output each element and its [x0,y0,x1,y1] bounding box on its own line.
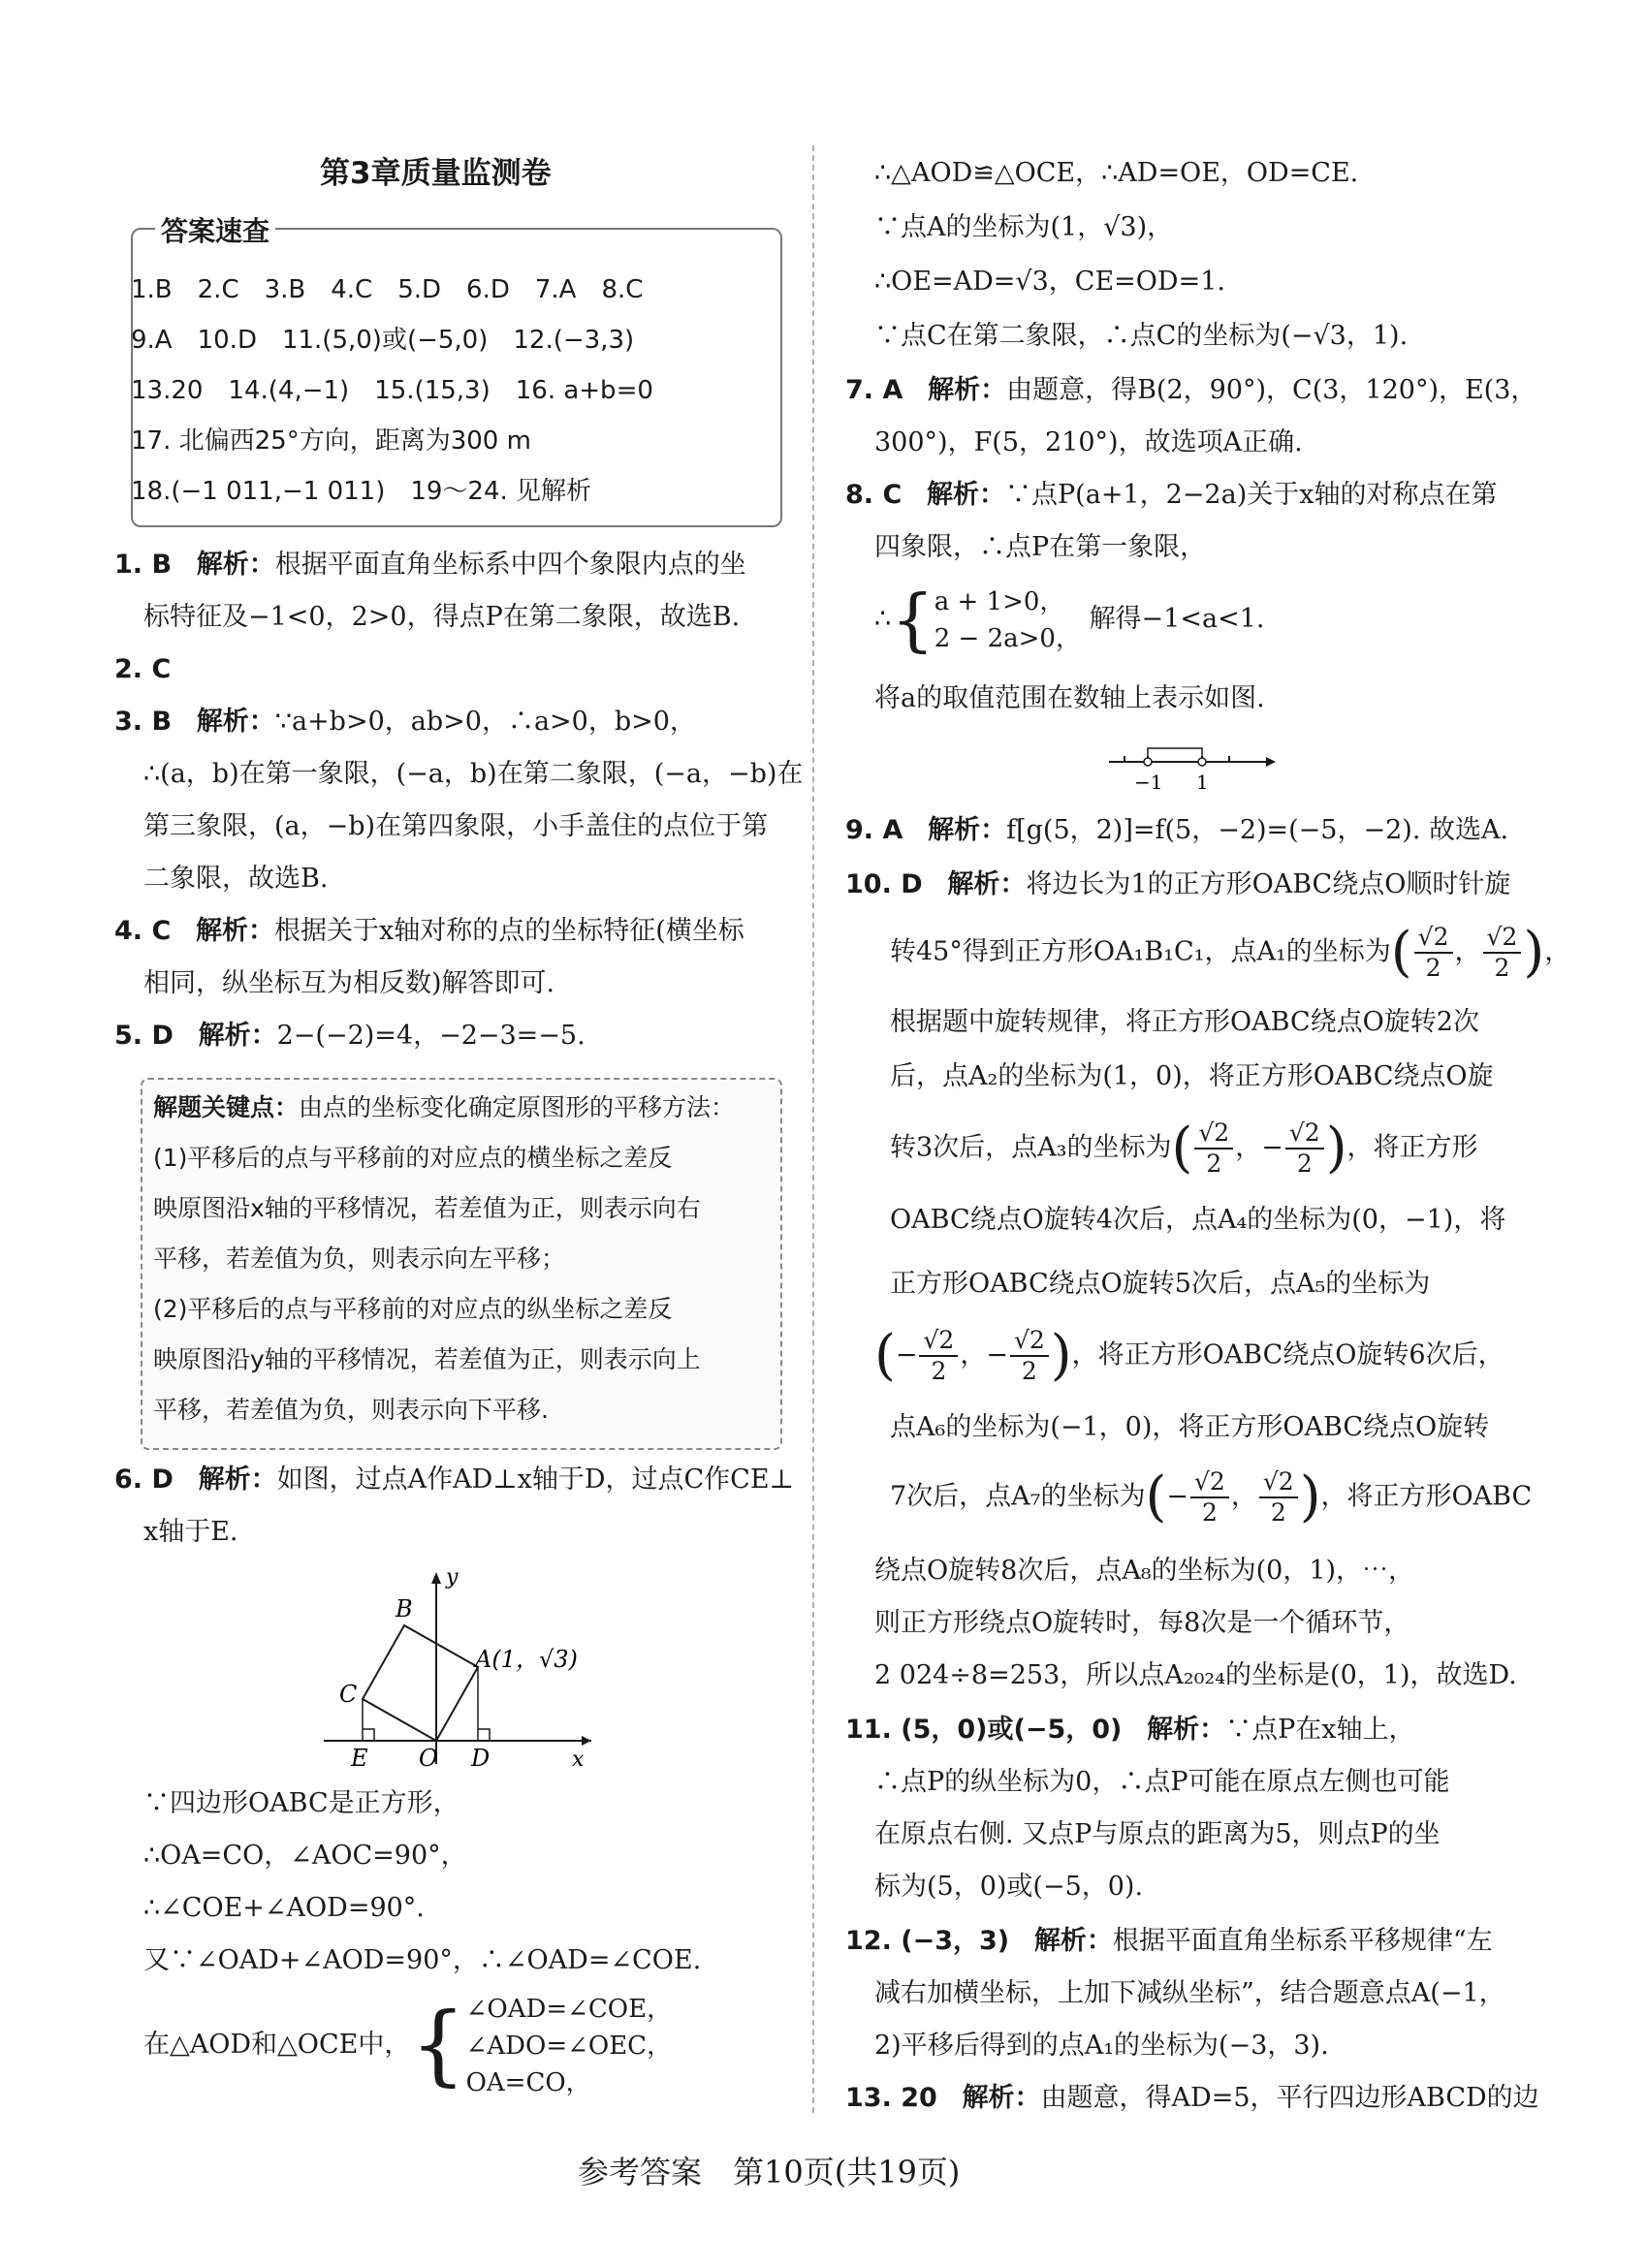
q10-number: 10. D [845,869,923,899]
q3-text: 第三象限，(a，−b)在第四象限，小手盖住的点位于第 [143,811,769,841]
q6-line [114,1454,794,1506]
range-bracket [1148,748,1202,758]
q8-text: 解得−1<a<1. [1089,604,1265,634]
q6-text: ∴OA=CO，∠AOC=90°， [143,1841,467,1871]
square-figure [310,1560,601,1774]
q13-key: 解析： [962,2083,1041,2113]
label-o: O [419,1745,438,1772]
right-angle-d [478,1729,490,1741]
q10-text: 转45°得到正方形OA₁B₁C₁，点A₁的坐标为 [890,936,1391,967]
denominator: 2 [1425,954,1441,982]
comma: ， [1230,1481,1257,1512]
q6-text: x轴于E. [143,1517,238,1547]
fraction [1483,923,1522,983]
q11-key: 解析： [1147,1715,1226,1745]
minus-sign: − [895,1339,918,1370]
fraction [1259,1467,1298,1528]
q10-coord-line [890,923,1570,983]
q10-text: 后，点A₂的坐标为(1，0)，将正方形OABC绕点O旋 [890,1061,1494,1091]
q12-text: 2)平移后得到的点A₁的坐标为(−3，3). [874,2031,1329,2061]
q4-key: 解析： [196,916,275,946]
q10-text: 绕点O旋转8次后，点A₈的坐标为(0，1)，⋯， [874,1556,1415,1586]
q3-key: 解析： [196,707,275,737]
comma: ， [1454,936,1481,967]
q8-text: ∵点P(a+1，2−2a)关于x轴的对称点在第 [1005,480,1498,510]
q11-text: ∵点P在x轴上， [1225,1715,1415,1745]
denominator: 2 [1270,1498,1286,1527]
q12-number: 12. (−3，3) [845,1926,1010,1956]
fraction [1190,1467,1229,1528]
fraction [919,1326,958,1386]
q9-number: 9. A [845,815,903,845]
q4-number: 4. C [114,916,172,946]
q11-text: 标为(5，0)或(−5，0). [874,1872,1144,1902]
q6-text: 又∵∠OAD+∠AOD=90°，∴∠OAD=∠COE. [143,1945,702,1975]
q6-text: 如图，过点A作AD⊥x轴于D，过点C作CE⊥ [276,1465,794,1495]
label-c: C [339,1681,358,1708]
paren-left: ( [1171,1117,1193,1180]
denominator: 2 [1296,1150,1313,1178]
answer-row: 18.(−1 011,−1 011) 19～24. 见解析 [131,477,592,506]
q8-text: 四象限，∴点P在第一象限， [874,532,1207,562]
comma: ， [960,1339,987,1370]
fraction [1194,1118,1233,1179]
q6-key: 解析： [198,1465,277,1495]
q9-text: f[g(5，2)]=f(5，−2)=(−5，−2). 故选A. [1006,815,1509,845]
q11-text: 在原点右侧. 又点P与原点的距离为5，则点P的坐 [874,1819,1441,1849]
therefore-sign: ∴ [874,604,892,634]
tip-text: 由点的坐标变化确定原图形的平移方法： [299,1093,736,1121]
q4-line [114,905,744,958]
paren-right: ) [1299,1465,1321,1528]
q10-coord-line [890,1467,1532,1528]
x-axis-arrow [582,1736,591,1746]
q13-text: 由题意，得AD=5，平行四边形ABCD的边 [1040,2083,1539,2113]
q8-number: 8. C [845,480,903,510]
number-line [1105,733,1280,795]
answer-row: 1.B 2.C 3.B 4.C 5.D 6.D 7.A 8.C [131,275,644,304]
denominator: 2 [1494,954,1510,982]
paren-right: ) [1523,921,1545,984]
q10-text: 根据题中旋转规律，将正方形OABC绕点O旋转2次 [890,1007,1479,1037]
tip-key: 解题关键点： [153,1093,300,1121]
denominator: 2 [1206,1150,1222,1178]
q10-text: 正方形OABC绕点O旋转5次后，点A₅的坐标为 [890,1269,1431,1299]
q8-key: 解析： [927,480,1006,510]
numerator: √2 [1259,1467,1298,1498]
q10-line [845,859,1510,911]
numerator: √2 [1010,1326,1049,1357]
q6-system-line [143,1987,672,2103]
system-ineq: a + 1>0， [934,586,1065,616]
q7-number: 7. A [845,375,903,405]
fraction [1285,1118,1324,1179]
tip-line [153,1082,735,1134]
q11-number: 11. (5，0)或(−5，0) [845,1715,1123,1745]
q9-key: 解析： [928,815,1007,845]
q5-key: 解析： [198,1021,277,1051]
tip-line: 平移，若差值为负，则表示向左平移； [153,1244,566,1273]
brace: { [410,1994,466,2096]
q12-line [845,1915,1493,1968]
q10-text: ，将正方形OABC绕点O旋转6次后， [1071,1339,1504,1370]
q10-text: 点A₆的坐标为(−1，0)，将正方形OABC绕点O旋转 [890,1412,1490,1442]
q10-key: 解析： [947,869,1027,899]
paren-left: ( [874,1324,896,1387]
q1-number: 1. B [114,550,173,580]
q8-system-line [874,576,1264,663]
q6-number: 6. D [114,1465,174,1495]
system-ineq: 2 − 2a>0， [934,623,1081,653]
label-b: B [396,1595,413,1622]
q13-number: 13. 20 [845,2083,937,2113]
q7-key: 解析： [928,375,1007,405]
q4-text: 根据关于x轴对称的点的坐标特征(横坐标 [274,916,744,946]
q5-line [114,1010,586,1062]
paren-left: ( [1390,921,1412,984]
r-text: ∴OE=AD=√3，CE=OD=1. [874,267,1225,297]
equation-system [466,1991,672,2101]
q2-number: 2. C [114,654,172,684]
inequality-system [934,583,1081,657]
comma: ， [1235,1132,1262,1163]
r-text: ∴△AOD≌△OCE，∴AD=OE，OD=CE. [874,158,1359,188]
answer-row: 9.A 10.D 11.(5,0)或(−5,0) 12.(−3,3) [131,326,635,355]
numerator: √2 [1285,1118,1324,1150]
q12-key: 解析： [1033,1926,1113,1956]
q11-line [845,1704,1415,1756]
numerator: √2 [1414,923,1453,954]
square-oabc [363,1625,478,1741]
fraction [1414,923,1453,983]
numerator: √2 [1194,1118,1233,1150]
q13-line [845,2072,1539,2125]
paren-right: ) [1325,1117,1347,1180]
page-title: 第3章质量监测卷 [320,156,552,191]
q7-line [845,364,1536,417]
q1-line [114,539,746,591]
minus-sign: − [1166,1481,1188,1512]
q12-text: 减右加横坐标，上加下减纵坐标”，结合题意点A(−1， [874,1978,1505,2008]
system-eq: ∠OAD=∠COE， [465,1994,673,2024]
q5-text: 2−(−2)=4，−2−3=−5. [276,1021,586,1051]
r-text: ∵点A的坐标为(1，√3)， [874,212,1174,242]
tip-line: 映原图沿x轴的平移情况，若差值为正，则表示向右 [153,1194,701,1222]
q7-text: 由题意，得B(2，90°)，C(3，120°)，E(3， [1006,375,1537,405]
tick-label: −1 [1134,771,1163,794]
q7-text: 300°)，F(5，210°)，故选项A正确. [874,427,1303,457]
q6-text: 在△AOD和△OCE中， [143,2030,411,2060]
fraction [1010,1326,1049,1386]
number-line-arrow [1266,757,1276,767]
system-eq: ∠ADO=∠OEC， [465,2031,673,2061]
q8-line [845,469,1497,521]
q1-text: 标特征及−1<0，2>0，得点P在第二象限，故选B. [143,602,741,632]
q8-text: 将a的取值范围在数轴上表示如图. [874,683,1265,713]
minus-sign: − [1261,1132,1283,1163]
column-divider [812,145,814,2113]
q10-text: 将边长为1的正方形OABC绕点O顺时针旋 [1026,869,1511,899]
open-point [1144,758,1152,766]
tick-label: 1 [1196,771,1209,794]
answer-row: 13.20 14.(4,−1) 15.(15,3) 16. a+b=0 [131,376,653,405]
q10-text: 则正方形绕点O旋转时，每8次是一个循环节， [874,1608,1410,1638]
q1-text: 根据平面直角坐标系中四个象限内点的坐 [274,550,746,580]
label-a: A(1，√3) [475,1646,578,1673]
system-eq: OA=CO， [465,2067,591,2097]
q10-text: 7次后，点A₇的坐标为 [890,1481,1146,1512]
label-y: y [446,1565,459,1590]
minus-sign: − [986,1339,1008,1370]
q12-text: 根据平面直角坐标系平移规律“左 [1112,1926,1493,1956]
open-point [1198,758,1206,766]
q9-line [845,804,1508,857]
tip-line: 平移，若差值为负，则表示向下平移. [153,1396,549,1424]
brace: { [891,580,934,660]
q5-number: 5. D [114,1021,174,1051]
q3-text: ∴(a，b)在第一象限，(−a，b)在第二象限，(−a，−b)在 [143,759,804,789]
y-axis-arrow [431,1572,441,1584]
paren-left: ( [1145,1465,1167,1528]
denominator: 2 [931,1357,947,1385]
q4-text: 相同，纵坐标互为相反数)解答即可. [143,968,555,998]
q10-coord-line [890,1118,1478,1179]
q6-text: ∴∠COE+∠AOD=90°. [143,1893,425,1923]
q10-text: OABC绕点O旋转4次后，点A₄的坐标为(0，−1)，将 [890,1205,1506,1235]
q11-text: ∴点P的纵坐标为0，∴点P可能在原点左侧也可能 [874,1767,1450,1797]
numerator: √2 [919,1326,958,1357]
q10-text: ，将正方形OABC [1320,1481,1533,1512]
q10-coord-line [874,1326,1504,1386]
q1-key: 解析： [196,550,275,580]
numerator: √2 [1190,1467,1229,1498]
page-footer: 参考答案 第10页(共19页) [578,2154,961,2190]
answer-box-label: 答案速查 [155,215,275,248]
q6-text: ∵四边形OABC是正方形， [143,1788,459,1818]
q3-text: ∵a+b>0，ab>0，∴a>0，b>0， [274,707,696,737]
r-text: ∵点C在第二象限，∴点C的坐标为(−√3，1). [874,321,1409,351]
right-angle-e [363,1729,374,1741]
tip-line: (2)平移后的点与平移前的对应点的纵坐标之差反 [153,1295,673,1323]
answer-row: 17. 北偏西25°方向，距离为300 m [131,426,531,456]
denominator: 2 [1201,1498,1218,1527]
comma: ， [1544,936,1571,967]
q10-text: 2 024÷8=253，所以点A₂₀₂₄的坐标是(0，1)，故选D. [874,1660,1517,1690]
q3-line [114,696,696,748]
q3-number: 3. B [114,707,173,737]
q10-text: 转3次后，点A₃的坐标为 [890,1132,1172,1163]
label-e: E [351,1745,368,1772]
tip-line: (1)平移后的点与平移前的对应点的横坐标之差反 [153,1144,673,1172]
numerator: √2 [1483,923,1522,954]
q10-text: ，将正方形 [1346,1132,1478,1163]
label-d: D [471,1745,491,1772]
q3-text: 二象限，故选B. [143,864,329,894]
denominator: 2 [1021,1357,1037,1385]
tip-line: 映原图沿y轴的平移情况，若差值为正，则表示向上 [153,1345,701,1373]
label-x: x [572,1748,585,1772]
paren-right: ) [1050,1324,1072,1387]
